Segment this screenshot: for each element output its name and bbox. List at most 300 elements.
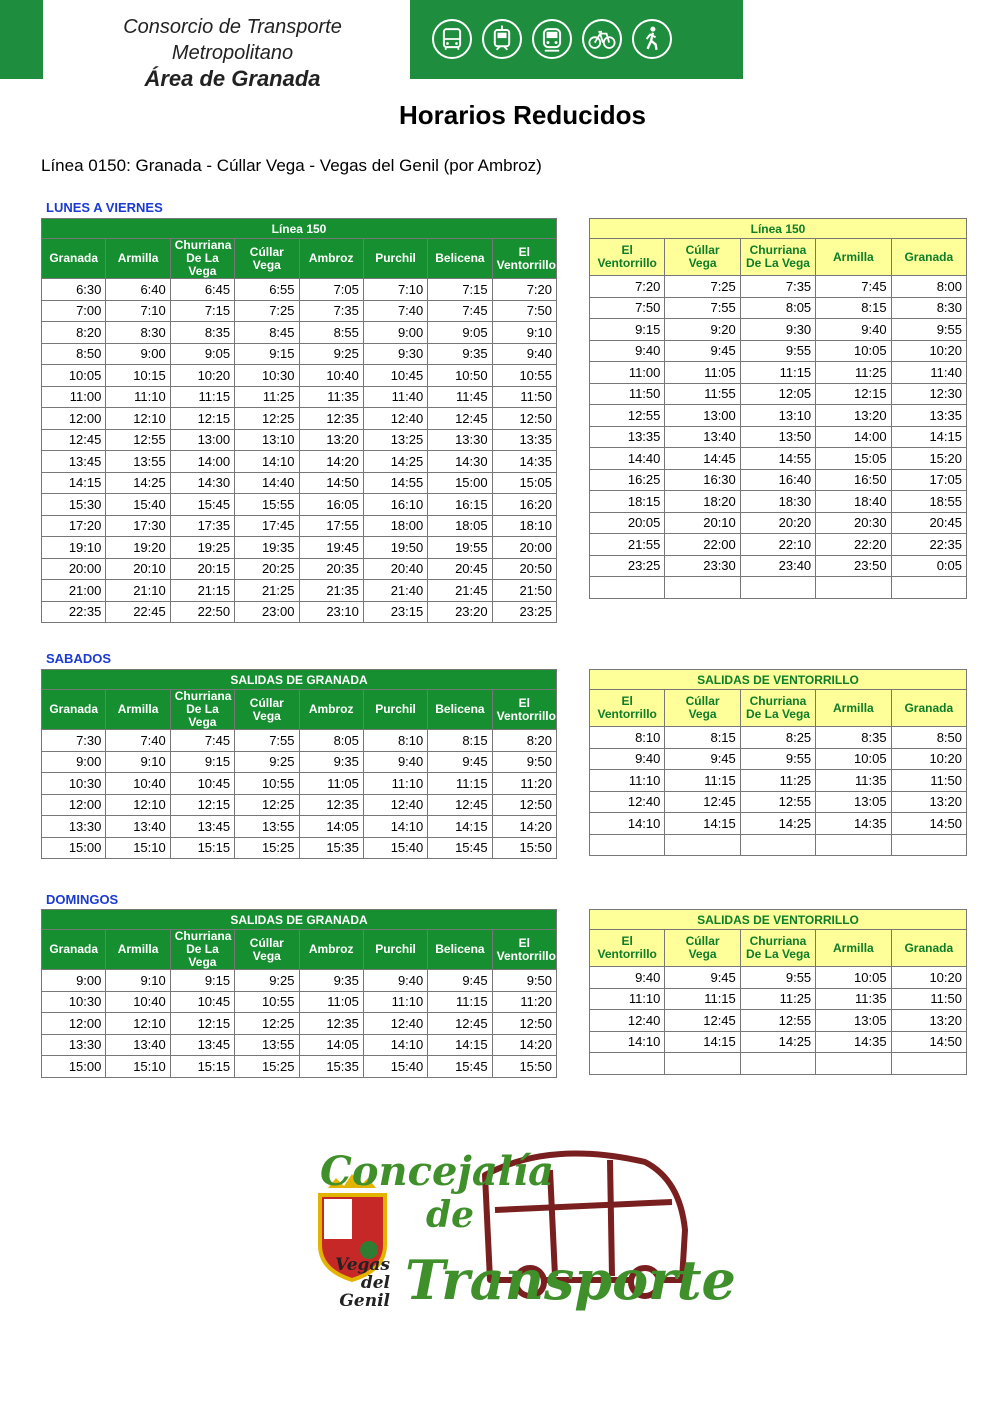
column-header: Armilla (106, 930, 170, 970)
table-row (590, 555, 967, 577)
time-cell: 9:25 (235, 970, 299, 992)
logo-municipality (312, 1256, 390, 1310)
logo-municipality-line1: Vegas (335, 1255, 390, 1275)
time-cell: 14:10 (363, 1034, 427, 1056)
time-cell: 10:45 (170, 991, 234, 1013)
column-header: Churriana De La Vega (170, 239, 234, 279)
table-row (42, 991, 557, 1013)
time-cell: 14:35 (816, 813, 891, 835)
column-header: Granada (42, 239, 106, 279)
column-header: Cúllar Vega (665, 690, 740, 727)
time-cell (590, 834, 665, 856)
table-row (42, 751, 557, 773)
table-row (590, 834, 967, 856)
column-header: Belicena (428, 239, 492, 279)
time-cell: 12:40 (363, 408, 427, 430)
time-cell: 18:40 (816, 491, 891, 513)
time-cell: 14:20 (492, 1034, 556, 1056)
time-cell: 14:00 (170, 451, 234, 473)
table-row (590, 988, 967, 1010)
time-cell: 17:45 (235, 515, 299, 537)
time-cell: 11:55 (665, 383, 740, 405)
time-cell: 13:20 (299, 429, 363, 451)
table-row (42, 537, 557, 559)
time-cell: 17:55 (299, 515, 363, 537)
time-cell: 12:25 (235, 408, 299, 430)
time-cell: 13:20 (816, 405, 891, 427)
time-cell: 10:55 (235, 773, 299, 795)
time-cell: 22:35 (42, 601, 106, 623)
time-cell: 23:10 (299, 601, 363, 623)
time-cell: 15:25 (235, 837, 299, 859)
time-cell: 20:00 (42, 558, 106, 580)
time-cell: 8:20 (42, 322, 106, 344)
time-cell: 14:30 (170, 472, 234, 494)
time-cell: 13:40 (106, 1034, 170, 1056)
time-cell: 11:05 (299, 991, 363, 1013)
column-header: Purchil (363, 930, 427, 970)
time-cell: 11:35 (816, 988, 891, 1010)
time-cell: 20:20 (740, 512, 815, 534)
time-cell: 7:45 (816, 276, 891, 298)
table-row (590, 1031, 967, 1053)
column-header: Churriana De La Vega (740, 690, 815, 727)
time-cell: 12:10 (106, 794, 170, 816)
time-cell: 9:55 (740, 748, 815, 770)
time-cell: 13:40 (106, 816, 170, 838)
time-cell: 13:40 (665, 426, 740, 448)
time-cell: 14:20 (492, 816, 556, 838)
line-description: Línea 0150: Granada - Cúllar Vega - Vegas del Genil (por Ambroz) (41, 156, 542, 175)
table-row (42, 580, 557, 602)
time-cell: 7:55 (235, 730, 299, 752)
table-row (42, 1034, 557, 1056)
time-cell: 8:55 (299, 322, 363, 344)
bicycle-icon (582, 19, 622, 59)
time-cell: 14:55 (363, 472, 427, 494)
time-cell (891, 834, 966, 856)
time-cell: 11:35 (299, 386, 363, 408)
time-cell: 13:30 (428, 429, 492, 451)
time-cell: 12:40 (363, 1013, 427, 1035)
time-cell: 14:25 (740, 1031, 815, 1053)
time-cell: 12:00 (42, 794, 106, 816)
time-cell: 12:55 (740, 791, 815, 813)
time-cell: 21:40 (363, 580, 427, 602)
time-cell: 12:45 (428, 408, 492, 430)
time-cell: 9:40 (363, 970, 427, 992)
column-header: Armilla (816, 690, 891, 727)
column-header: Churriana De La Vega (170, 930, 234, 970)
time-cell: 23:00 (235, 601, 299, 623)
time-cell: 15:10 (106, 1056, 170, 1078)
time-cell: 7:50 (590, 297, 665, 319)
time-cell: 9:10 (106, 970, 170, 992)
time-cell: 10:05 (816, 340, 891, 362)
time-cell: 16:25 (590, 469, 665, 491)
time-cell: 11:20 (492, 773, 556, 795)
time-cell: 13:30 (42, 816, 106, 838)
time-cell: 9:40 (363, 751, 427, 773)
time-cell: 13:45 (170, 816, 234, 838)
time-cell: 12:35 (299, 408, 363, 430)
time-cell: 12:45 (42, 429, 106, 451)
time-cell: 7:20 (492, 279, 556, 301)
time-cell: 10:05 (42, 365, 106, 387)
time-cell: 7:40 (106, 730, 170, 752)
time-cell: 10:20 (170, 365, 234, 387)
table-row (42, 837, 557, 859)
time-cell: 9:35 (428, 343, 492, 365)
time-cell: 12:40 (363, 794, 427, 816)
time-cell: 7:25 (235, 300, 299, 322)
table-row (590, 340, 967, 362)
time-cell: 23:15 (363, 601, 427, 623)
time-cell: 18:20 (665, 491, 740, 513)
time-cell: 14:15 (42, 472, 106, 494)
table-row (590, 967, 967, 989)
table-row (42, 408, 557, 430)
time-cell: 7:15 (428, 279, 492, 301)
time-cell: 10:40 (106, 991, 170, 1013)
time-cell: 12:25 (235, 1013, 299, 1035)
time-cell: 11:50 (891, 988, 966, 1010)
time-cell: 21:45 (428, 580, 492, 602)
time-cell: 14:35 (492, 451, 556, 473)
saturday-outbound-table (41, 669, 557, 859)
time-cell: 6:30 (42, 279, 106, 301)
time-cell: 14:15 (891, 426, 966, 448)
time-cell: 15:50 (492, 837, 556, 859)
time-cell: 15:20 (891, 448, 966, 470)
table-row (590, 512, 967, 534)
time-cell: 11:50 (590, 383, 665, 405)
time-cell: 7:45 (428, 300, 492, 322)
table-row (590, 813, 967, 835)
time-cell: 9:55 (891, 319, 966, 341)
table-row (42, 494, 557, 516)
table-row (590, 791, 967, 813)
time-cell: 13:55 (235, 1034, 299, 1056)
table-row (42, 601, 557, 623)
time-cell: 20:45 (428, 558, 492, 580)
section-label-weekdays: LUNES A VIERNES (46, 200, 163, 215)
time-cell: 19:50 (363, 537, 427, 559)
time-cell: 11:00 (42, 386, 106, 408)
time-cell (891, 1053, 966, 1075)
time-cell: 15:00 (42, 837, 106, 859)
time-cell: 16:05 (299, 494, 363, 516)
column-header: El Ventorrillo (492, 239, 556, 279)
logo-municipality-line2: del Genil (339, 1273, 390, 1311)
time-cell: 17:05 (891, 469, 966, 491)
org-name-line2: Área de Granada (144, 66, 321, 91)
time-cell: 10:15 (106, 365, 170, 387)
header-accent-block (0, 0, 43, 79)
time-cell: 12:05 (740, 383, 815, 405)
table-row (590, 1053, 967, 1075)
time-cell: 12:10 (106, 1013, 170, 1035)
time-cell: 15:45 (170, 494, 234, 516)
time-cell: 7:45 (170, 730, 234, 752)
time-cell: 13:35 (590, 426, 665, 448)
table-row (42, 816, 557, 838)
time-cell: 8:15 (665, 727, 740, 749)
table-caption: SALIDAS DE GRANADA (42, 910, 557, 930)
time-cell: 14:30 (428, 451, 492, 473)
time-cell: 9:05 (170, 343, 234, 365)
time-cell: 15:35 (299, 837, 363, 859)
time-cell: 15:55 (235, 494, 299, 516)
time-cell: 23:25 (590, 555, 665, 577)
time-cell: 11:15 (665, 988, 740, 1010)
time-cell: 16:30 (665, 469, 740, 491)
table-row (42, 794, 557, 816)
time-cell: 15:35 (299, 1056, 363, 1078)
time-cell: 8:05 (740, 297, 815, 319)
time-cell: 10:05 (816, 967, 891, 989)
time-cell: 9:00 (42, 751, 106, 773)
column-header: Granada (891, 930, 966, 967)
time-cell: 13:10 (740, 405, 815, 427)
time-cell: 7:30 (42, 730, 106, 752)
time-cell: 21:50 (492, 580, 556, 602)
time-cell: 19:45 (299, 537, 363, 559)
time-cell: 19:20 (106, 537, 170, 559)
time-cell: 15:00 (428, 472, 492, 494)
time-cell: 8:35 (170, 322, 234, 344)
time-cell: 17:35 (170, 515, 234, 537)
sunday-return-table (589, 909, 967, 1075)
table-row (42, 515, 557, 537)
time-cell: 12:50 (492, 408, 556, 430)
time-cell: 13:50 (740, 426, 815, 448)
column-header: Churriana De La Vega (740, 930, 815, 967)
table-row (42, 730, 557, 752)
time-cell: 10:05 (816, 748, 891, 770)
table-row (590, 448, 967, 470)
column-header: Cúllar Vega (235, 930, 299, 970)
time-cell: 9:40 (590, 967, 665, 989)
time-cell: 9:15 (170, 751, 234, 773)
table-caption: Línea 150 (42, 219, 557, 239)
metro-icon (532, 19, 572, 59)
time-cell: 12:40 (590, 791, 665, 813)
table-row (42, 322, 557, 344)
time-cell: 10:30 (235, 365, 299, 387)
time-cell: 0:05 (891, 555, 966, 577)
time-cell: 12:50 (492, 794, 556, 816)
time-cell: 11:50 (891, 770, 966, 792)
time-cell: 10:55 (492, 365, 556, 387)
time-cell: 11:25 (235, 386, 299, 408)
table-caption: SALIDAS DE GRANADA (42, 670, 557, 690)
time-cell: 9:30 (363, 343, 427, 365)
time-cell (665, 577, 740, 599)
table-row (42, 558, 557, 580)
time-cell: 9:25 (299, 343, 363, 365)
time-cell: 20:10 (106, 558, 170, 580)
column-header: Cúllar Vega (665, 930, 740, 967)
time-cell: 7:00 (42, 300, 106, 322)
time-cell: 12:45 (665, 791, 740, 813)
time-cell: 16:10 (363, 494, 427, 516)
column-header: El Ventorrillo (492, 930, 556, 970)
time-cell: 7:15 (170, 300, 234, 322)
column-header: Ambroz (299, 690, 363, 730)
table-row (42, 1013, 557, 1035)
table-row (590, 491, 967, 513)
time-cell: 22:50 (170, 601, 234, 623)
table-row (42, 386, 557, 408)
weekday-return-table (589, 218, 967, 599)
time-cell: 23:30 (665, 555, 740, 577)
time-cell (665, 834, 740, 856)
time-cell: 12:15 (170, 408, 234, 430)
time-cell: 20:25 (235, 558, 299, 580)
time-cell: 17:30 (106, 515, 170, 537)
time-cell: 14:35 (816, 1031, 891, 1053)
time-cell: 22:45 (106, 601, 170, 623)
time-cell: 10:20 (891, 967, 966, 989)
time-cell: 20:35 (299, 558, 363, 580)
time-cell: 10:50 (428, 365, 492, 387)
column-header: Granada (891, 690, 966, 727)
table-row (42, 773, 557, 795)
time-cell: 19:10 (42, 537, 106, 559)
time-cell: 7:05 (299, 279, 363, 301)
weekday-outbound-table (41, 218, 557, 623)
time-cell: 8:00 (891, 276, 966, 298)
time-cell: 11:20 (492, 991, 556, 1013)
time-cell: 11:10 (590, 988, 665, 1010)
time-cell: 7:10 (363, 279, 427, 301)
time-cell: 12:55 (106, 429, 170, 451)
time-cell: 18:55 (891, 491, 966, 513)
time-cell: 15:25 (235, 1056, 299, 1078)
table-row (42, 343, 557, 365)
time-cell: 14:05 (299, 1034, 363, 1056)
time-cell: 9:20 (665, 319, 740, 341)
table-row (42, 279, 557, 301)
time-cell: 10:45 (363, 365, 427, 387)
column-header: Belicena (428, 690, 492, 730)
table-row (590, 469, 967, 491)
time-cell (816, 1053, 891, 1075)
time-cell: 7:25 (665, 276, 740, 298)
time-cell: 9:00 (363, 322, 427, 344)
time-cell: 22:10 (740, 534, 815, 556)
time-cell: 14:20 (299, 451, 363, 473)
time-cell: 16:15 (428, 494, 492, 516)
time-cell: 8:05 (299, 730, 363, 752)
tram-icon (482, 19, 522, 59)
column-header: Armilla (816, 930, 891, 967)
time-cell: 13:35 (891, 405, 966, 427)
time-cell: 8:10 (363, 730, 427, 752)
time-cell: 9:50 (492, 751, 556, 773)
time-cell: 14:15 (428, 1034, 492, 1056)
time-cell: 23:50 (816, 555, 891, 577)
time-cell: 23:25 (492, 601, 556, 623)
time-cell: 22:35 (891, 534, 966, 556)
saturday-return-table (589, 669, 967, 856)
time-cell: 12:15 (816, 383, 891, 405)
time-cell: 21:10 (106, 580, 170, 602)
time-cell: 14:50 (891, 1031, 966, 1053)
table-row (590, 362, 967, 384)
time-cell: 20:10 (665, 512, 740, 534)
column-header: El Ventorrillo (492, 690, 556, 730)
time-cell: 11:15 (740, 362, 815, 384)
time-cell: 11:50 (492, 386, 556, 408)
time-cell: 14:40 (235, 472, 299, 494)
time-cell: 11:10 (106, 386, 170, 408)
table-row (590, 297, 967, 319)
time-cell (740, 1053, 815, 1075)
time-cell: 12:45 (428, 794, 492, 816)
time-cell: 14:10 (590, 813, 665, 835)
time-cell: 15:15 (170, 1056, 234, 1078)
time-cell: 10:40 (299, 365, 363, 387)
column-header: Armilla (106, 690, 170, 730)
time-cell: 18:10 (492, 515, 556, 537)
time-cell: 12:55 (590, 405, 665, 427)
time-cell: 10:20 (891, 748, 966, 770)
table-row (590, 534, 967, 556)
time-cell: 15:10 (106, 837, 170, 859)
time-cell: 20:15 (170, 558, 234, 580)
time-cell: 22:00 (665, 534, 740, 556)
time-cell: 14:25 (740, 813, 815, 835)
column-header: Belicena (428, 930, 492, 970)
time-cell: 15:00 (42, 1056, 106, 1078)
time-cell: 21:55 (590, 534, 665, 556)
time-cell: 11:25 (740, 770, 815, 792)
time-cell: 15:05 (492, 472, 556, 494)
table-caption: SALIDAS DE VENTORRILLO (590, 910, 967, 930)
section-label-sundays: DOMINGOS (46, 892, 119, 907)
time-cell: 20:00 (492, 537, 556, 559)
time-cell: 14:10 (590, 1031, 665, 1053)
column-header: Granada (891, 239, 966, 276)
time-cell: 14:10 (363, 816, 427, 838)
time-cell: 12:45 (665, 1010, 740, 1032)
column-header: El Ventorrillo (590, 239, 665, 276)
time-cell: 13:45 (42, 451, 106, 473)
time-cell: 9:00 (106, 343, 170, 365)
time-cell: 7:20 (590, 276, 665, 298)
time-cell: 11:35 (816, 770, 891, 792)
time-cell: 9:35 (299, 751, 363, 773)
time-cell: 14:50 (299, 472, 363, 494)
time-cell: 16:40 (740, 469, 815, 491)
time-cell: 9:10 (106, 751, 170, 773)
logo-text-line2: de (426, 1194, 475, 1236)
time-cell: 11:00 (590, 362, 665, 384)
time-cell: 12:35 (299, 1013, 363, 1035)
column-header: Armilla (106, 239, 170, 279)
time-cell: 9:25 (235, 751, 299, 773)
time-cell: 12:25 (235, 794, 299, 816)
time-cell: 11:05 (665, 362, 740, 384)
time-cell: 14:25 (106, 472, 170, 494)
time-cell: 15:05 (816, 448, 891, 470)
time-cell: 23:40 (740, 555, 815, 577)
time-cell: 7:35 (299, 300, 363, 322)
column-header: El Ventorrillo (590, 930, 665, 967)
time-cell: 11:15 (665, 770, 740, 792)
